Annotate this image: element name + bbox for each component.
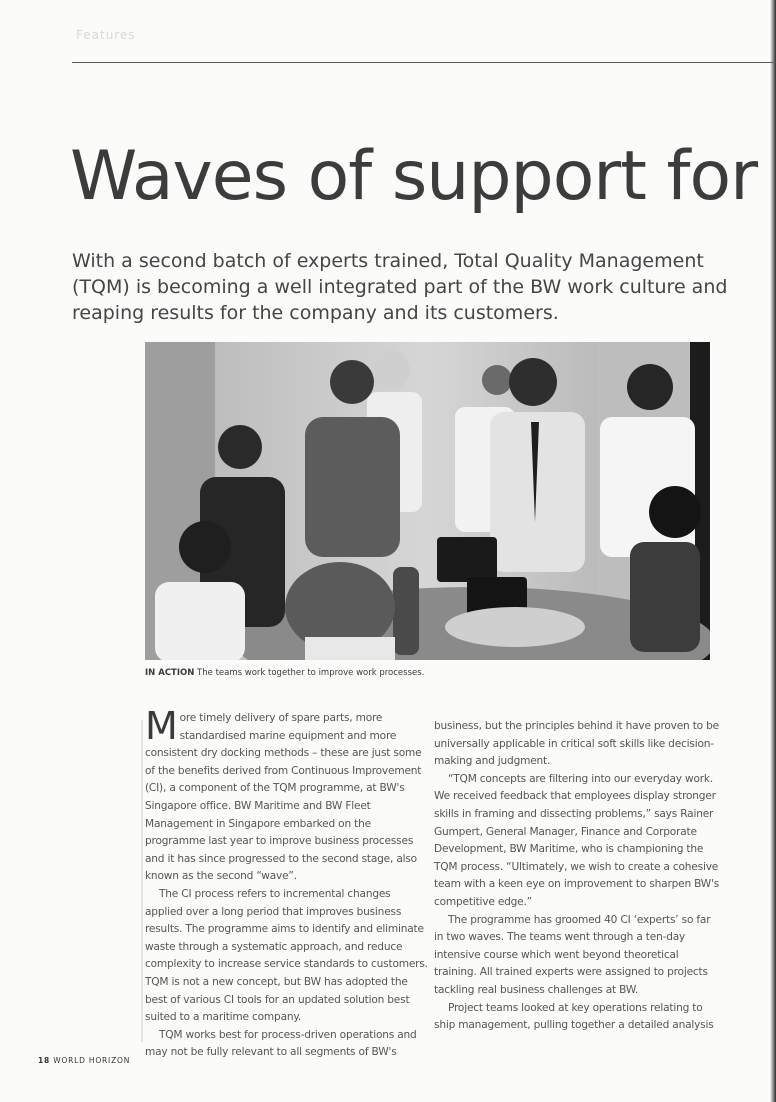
body-paragraph bbox=[145, 704, 431, 886]
article-title: Waves of support for bbox=[70, 137, 758, 216]
page-footer bbox=[38, 1056, 130, 1065]
body-paragraph: Project teams looked at key operations relating to ship management, pulling together a detailed analysis bbox=[434, 1001, 714, 1032]
article-photo bbox=[145, 342, 710, 660]
caption-text: The teams work together to improve work processes. bbox=[194, 668, 425, 678]
body-column-right bbox=[434, 718, 720, 1035]
article-deck: With a second batch of experts trained, Total Quality Management (TQM) is becoming a well integrated part of the BW work culture and reaping results for the company and its customers. bbox=[72, 250, 728, 324]
body-paragraph: business, but the principles behind it have proven to be universally applicable in critical soft skills like decision-making and judgment. bbox=[434, 720, 719, 768]
drop-cap: M bbox=[145, 704, 178, 748]
team-photo-illustration bbox=[145, 342, 710, 660]
paragraph-text: ore timely delivery of spare parts, more standardised marine equipment and more consistent dry docking methods – these are just some of the benefits derived from Continuous Improvement (CI), a component of the TQM programme, at BW's Singapore office. BW Maritime and BW Fleet Management in Singapore embarked on the programme last year to improve business processes and it has since progressed to the second stage, also known as the second “wave”. bbox=[145, 712, 422, 883]
body-paragraph: TQM works best for process-driven operations and may not be fully relevant to all segments of BW's bbox=[145, 1028, 417, 1059]
caption-lead: IN ACTION bbox=[145, 668, 195, 678]
publication-name: WORLD HORIZON bbox=[53, 1056, 131, 1065]
body-paragraph: “TQM concepts are filtering into our everyday work. We received feedback that employees display stronger skills in framing and dissecting problems,” says Rainer Gumpert, General Manager, Finance and Corporate Development, BW Maritime, who is championing the TQM process. “Ultimately, we wish to create a cohesive team with a keen eye on improvement to sharpen BW's competitive edge.” bbox=[434, 772, 720, 908]
body-paragraph: The programme has groomed 40 CI ‘experts’ so far in two waves. The teams went through a ten-day intensive course which went beyond theoretical training. All trained experts were assigned to projects tackling real business challenges at BW. bbox=[434, 913, 711, 996]
header-rule bbox=[72, 62, 776, 63]
photo-caption bbox=[145, 668, 424, 678]
body-paragraph: The CI process refers to incremental changes applied over a long period that improves business results. The programme aims to identify and eliminate waste through a systematic approach, and reduce complexity to increase service standards to customers. TQM is not a new concept, but BW has adopted the best of various CI tools for an updated solution best suited to a maritime company. bbox=[145, 887, 428, 1024]
page-number: 18 bbox=[38, 1056, 51, 1065]
page-edge-shadow bbox=[770, 0, 776, 1102]
body-column-left bbox=[145, 704, 431, 1062]
section-tag: Features bbox=[76, 28, 136, 42]
